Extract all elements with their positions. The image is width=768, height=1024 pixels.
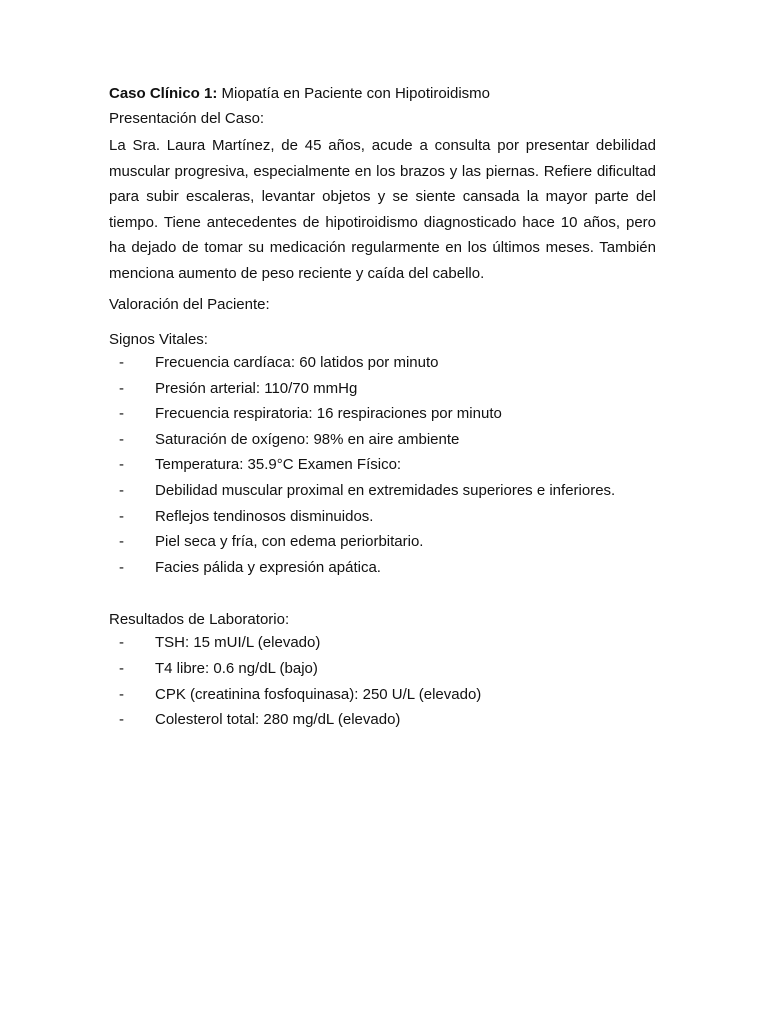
list-item-text: TSH: 15 mUI/L (elevado)	[155, 634, 321, 652]
list-item	[109, 427, 656, 453]
list-item-text: Frecuencia respiratoria: 16 respiraciones por minuto	[155, 405, 502, 423]
list-item	[109, 401, 656, 427]
list-item	[109, 529, 656, 555]
dash-bullet: -	[119, 456, 124, 474]
list-item	[109, 452, 656, 478]
dash-bullet: -	[119, 558, 124, 576]
dash-bullet: -	[119, 507, 124, 525]
presentation-line: parte del tiempo. Tiene antecedentes de hipotiroidismo diagnosticado hace 10	[109, 188, 656, 231]
presentation-line: muscular progresiva, especialmente en los brazos y las piernas. Refiere	[109, 162, 593, 180]
list-item-text: Saturación de oxígeno: 98% en aire ambiente	[155, 430, 460, 448]
list-item-text: Colesterol total: 280 mg/dL (elevado)	[155, 711, 401, 729]
list-item-text: Presión arterial: 110/70 mmHg	[155, 379, 358, 397]
list-item	[109, 504, 656, 530]
presentation-line: meses. También menciona aumento de peso reciente y caída del cabello.	[109, 239, 656, 282]
presentation-line: años, pero ha dejado de tomar su medicación regularmente en los últimos	[109, 213, 657, 256]
dash-bullet: -	[119, 685, 124, 703]
lab-list	[109, 630, 656, 732]
list-item	[109, 707, 656, 733]
signos-list	[109, 350, 656, 580]
presentation-paragraph	[109, 133, 656, 286]
list-item	[109, 682, 656, 708]
dash-bullet: -	[119, 634, 124, 652]
presentation-line: dificultad para subir escaleras, levantar objetos y se siente cansada la mayor	[109, 162, 657, 205]
dash-bullet: -	[119, 481, 124, 499]
list-item-text: Facies pálida y expresión apática.	[155, 558, 381, 576]
list-item-text: CPK (creatinina fosfoquinasa): 250 U/L (elevado)	[155, 685, 482, 703]
dash-bullet: -	[119, 711, 124, 729]
dash-bullet: -	[119, 354, 124, 371]
list-item-text: Reflejos tendinosos disminuidos.	[155, 507, 374, 525]
signos-heading: Signos Vitales:	[109, 331, 208, 348]
case-title-text: Miopatía en Paciente con Hipotiroidismo	[217, 85, 491, 102]
list-item	[109, 656, 656, 682]
presentation-heading: Presentación del Caso:	[109, 110, 265, 127]
list-item	[109, 350, 656, 376]
presentation-line: La Sra. Laura Martínez, de 45 años, acude a consulta por presentar debilidad	[109, 137, 656, 154]
dash-bullet: -	[119, 405, 124, 423]
list-item-text: Temperatura: 35.9°C Examen Físico:	[155, 456, 402, 474]
dash-bullet: -	[119, 533, 124, 551]
list-item	[109, 630, 656, 656]
lab-heading: Resultados de Laboratorio:	[109, 611, 290, 629]
list-item-text: Frecuencia cardíaca: 60 latidos por minuto	[155, 354, 439, 371]
valoracion-heading: Valoración del Paciente:	[109, 296, 270, 313]
list-item	[109, 478, 656, 504]
dash-bullet: -	[119, 379, 124, 397]
case-title-bold: Caso Clínico 1:	[109, 85, 218, 102]
document-page	[109, 84, 656, 733]
list-item-text: T4 libre: 0.6 ng/dL (bajo)	[155, 659, 318, 677]
list-item	[109, 376, 656, 402]
dash-bullet: -	[119, 430, 124, 448]
list-item-text: Piel seca y fría, con edema periorbitario.	[155, 533, 424, 551]
case-title	[109, 84, 656, 104]
list-item	[109, 555, 656, 581]
dash-bullet: -	[119, 659, 124, 677]
list-item-text: Debilidad muscular proximal en extremidades superiores e inferiores.	[155, 481, 616, 499]
